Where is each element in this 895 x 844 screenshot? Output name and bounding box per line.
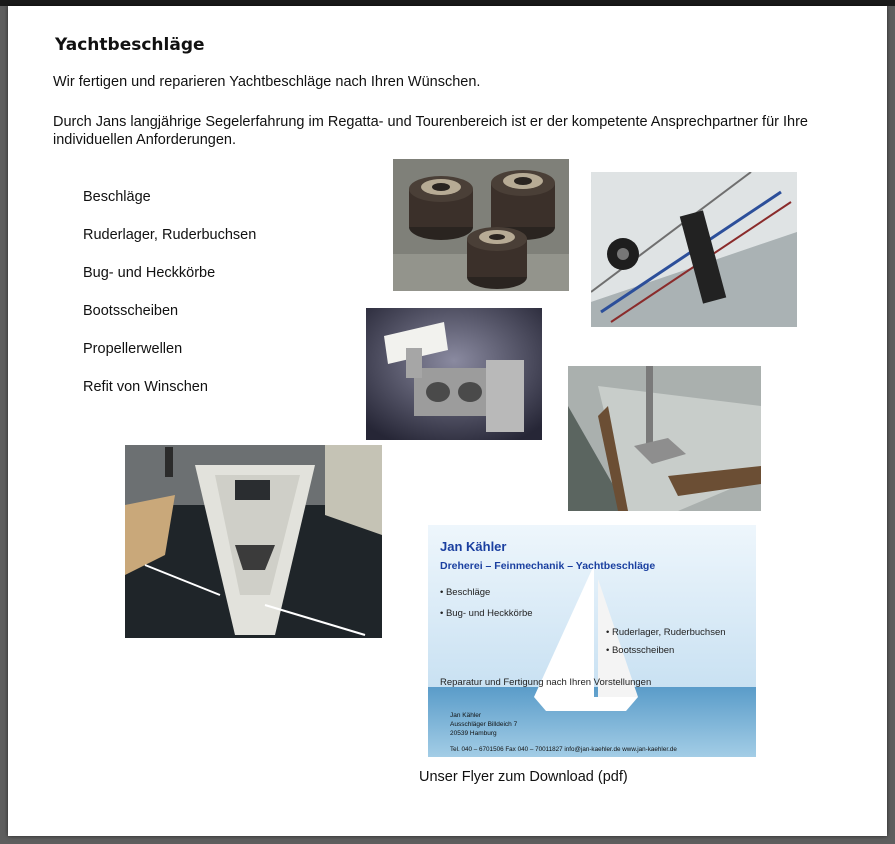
flyer-service-line: Reparatur und Fertigung nach Ihren Vorstellungen [440, 677, 652, 688]
flyer-bullet-right: • Bootsscheiben [606, 645, 675, 656]
flyer-name: Jan Kähler [440, 539, 507, 554]
flyer-address-street: Ausschläger Billdeich 7 [450, 721, 518, 728]
fitting-part-photo [366, 308, 542, 440]
list-item: Beschläge [83, 189, 151, 205]
winches-photo [393, 159, 569, 291]
flyer-image[interactable] [426, 519, 766, 761]
content-page [8, 6, 887, 836]
flyer-bullet-left: • Bug- und Heckkörbe [440, 608, 533, 619]
page-title: Yachtbeschläge [55, 35, 205, 55]
list-item: Refit von Winschen [83, 379, 208, 395]
flyer-contact-line: Tel. 040 – 6701506 Fax 040 – 70011827 info@jan-kaehler.de www.jan-kaehler.de [450, 746, 677, 753]
list-item: Bootsscheiben [83, 303, 179, 319]
intro-text: Wir fertigen und reparieren Yachtbeschläge nach Ihren Wünschen. [53, 74, 481, 90]
flyer-bullet-right: • Ruderlager, Ruderbuchsen [606, 627, 726, 638]
flyer-address-name: Jan Kähler [450, 712, 482, 719]
flyer-address-city: 20539 Hamburg [450, 730, 497, 737]
stanchion-deck-photo [568, 366, 761, 511]
flyer-download-link[interactable]: Unser Flyer zum Download (pdf) [419, 769, 628, 785]
flyer-bullet-left: • Beschläge [440, 587, 491, 598]
description-text: Durch Jans langjährige Segelerfahrung im Regatta- und Tourenbereich ist er der kompetente Ansprechpartner für Ihre individuellen Anforderungen. [53, 114, 808, 148]
sailboat-bow-photo [125, 445, 382, 638]
flyer-tagline: Dreherei – Feinmechanik – Yachtbeschläge [440, 560, 656, 572]
list-item: Propellerwellen [83, 341, 183, 357]
deck-track-photo [591, 172, 797, 327]
services-list [83, 188, 256, 416]
list-item: Ruderlager, Ruderbuchsen [83, 227, 257, 243]
list-item: Bug- und Heckkörbe [83, 265, 216, 281]
